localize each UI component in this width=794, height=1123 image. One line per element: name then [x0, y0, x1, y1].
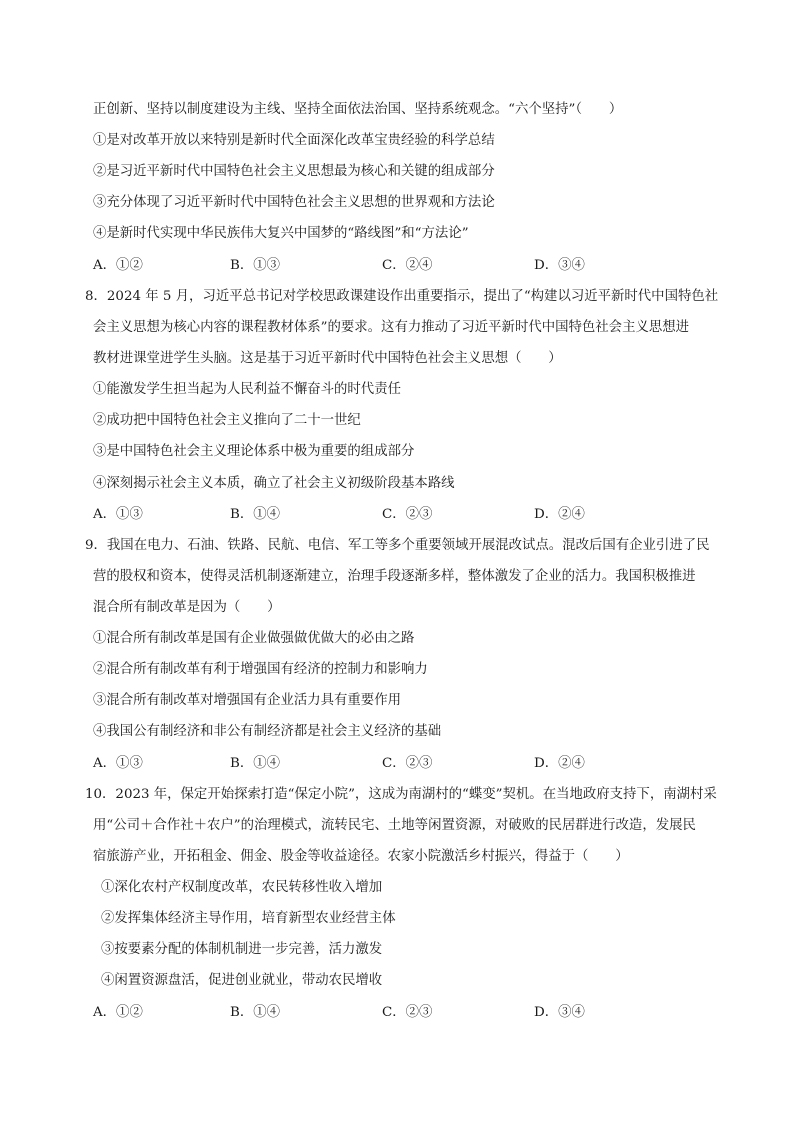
q7-option-4: ④是新时代实现中华民族伟大复兴中国梦的“路线图”和“方法论”	[93, 226, 469, 241]
q7-choices	[93, 257, 733, 275]
q7-option-1: ①是对改革开放以来特别是新时代全面深化改革宝贵经验的科学总结	[93, 133, 495, 148]
q10-option-4: ④闲置资源盘活，促进创业就业，带动农民增收	[101, 973, 383, 988]
q10-option-1: ①深化农村产权制度改革，农民转移性收入增加	[101, 880, 383, 895]
q7-stem-continued: 正创新、坚持以制度建设为主线、坚持全面依法治国、坚持系统观念。“六个坚持”（ ）	[93, 102, 623, 117]
q8-choice-d[interactable]: D．②④	[534, 507, 585, 522]
q9-stem-line-1: 9．我国在电力、石油、铁路、民航、电信、军工等多个重要领域开展混改试点。混改后国有企业引进了民	[85, 538, 710, 553]
q9-stem-line-3: 混合所有制改革是因为（ ）	[93, 600, 281, 615]
q8-option-2: ②成功把中国特色社会主义推向了二十一世纪	[93, 413, 361, 428]
q10-choice-c[interactable]: C．②③	[382, 1005, 433, 1020]
q7-option-3: ③充分体现了习近平新时代中国特色社会主义思想的世界观和方法论	[93, 195, 495, 210]
q7-choice-c[interactable]: C．②④	[382, 258, 433, 273]
q7-choice-b[interactable]: B．①③	[230, 258, 281, 273]
q10-stem-line-3: 宿旅游产业，开拓租金、佣金、股金等收益途径。农家小院激活乡村振兴，得益于（ ）	[93, 849, 629, 864]
q9-option-4: ④我国公有制经济和非公有制经济都是社会主义经济的基础	[93, 724, 442, 739]
q8-choices	[93, 506, 733, 524]
q10-option-3: ③按要素分配的体制机制进一步完善，活力激发	[101, 942, 383, 957]
q9-stem-line-2: 营的股权和资本，使得灵活机制逐渐建立，治理手段逐渐多样，整体激发了企业的活力。我国积极推进	[93, 569, 696, 584]
q8-stem-line-3: 教材进课堂进学生头脑。这是基于习近平新时代中国特色社会主义思想（ ）	[93, 351, 562, 366]
q9-choice-d[interactable]: D．②④	[534, 756, 585, 771]
q10-choice-a[interactable]: A．①②	[93, 1005, 143, 1020]
q8-stem-line-2: 会主义思想为核心内容的课程教材体系”的要求。这有力推动了习近平新时代中国特色社会主义思想进	[93, 320, 690, 335]
q8-choice-a[interactable]: A．①③	[93, 507, 143, 522]
q10-choices	[93, 1004, 733, 1022]
q9-option-1: ①混合所有制改革是国有企业做强做优做大的必由之路	[93, 631, 415, 646]
q10-stem-line-1: 10．2023 年，保定开始探索打造“保定小院”，这成为南湖村的“蝶变”契机。在当地政府支持下，南湖村采	[85, 787, 717, 802]
q10-stem-line-2: 用“公司＋合作社＋农户”的治理模式，流转民宅、土地等闲置资源，对破败的民居群进行改造，发展民	[93, 818, 696, 833]
q10-choice-d[interactable]: D．③④	[534, 1005, 585, 1020]
q10-option-2: ②发挥集体经济主导作用，培育新型农业经营主体	[101, 911, 396, 926]
q8-choice-c[interactable]: C．②③	[382, 507, 433, 522]
q8-option-4: ④深刻揭示社会主义本质，确立了社会主义初级阶段基本路线	[93, 476, 455, 491]
q9-option-2: ②混合所有制改革有利于增强国有经济的控制力和影响力	[93, 662, 428, 677]
q9-choices	[93, 755, 733, 773]
q7-option-2: ②是习近平新时代中国特色社会主义思想最为核心和关键的组成部分	[93, 164, 495, 179]
q8-stem-line-1: 8．2024 年 5 月，习近平总书记对学校思政课建设作出重要指示，提出了“构建以习近平新时代中国特色社	[85, 289, 719, 304]
q8-choice-b[interactable]: B．①④	[230, 507, 281, 522]
q8-option-1: ①能激发学生担当起为人民利益不懈奋斗的时代责任	[93, 382, 401, 397]
q7-choice-d[interactable]: D．③④	[534, 258, 585, 273]
q9-option-3: ③混合所有制改革对增强国有企业活力具有重要作用	[93, 693, 401, 708]
q9-choice-c[interactable]: C．②③	[382, 756, 433, 771]
q7-choice-a[interactable]: A．①②	[93, 258, 143, 273]
q10-choice-b[interactable]: B．①④	[230, 1005, 281, 1020]
q9-choice-b[interactable]: B．①④	[230, 756, 281, 771]
q8-option-3: ③是中国特色社会主义理论体系中极为重要的组成部分	[93, 444, 415, 459]
q9-choice-a[interactable]: A．①③	[93, 756, 143, 771]
